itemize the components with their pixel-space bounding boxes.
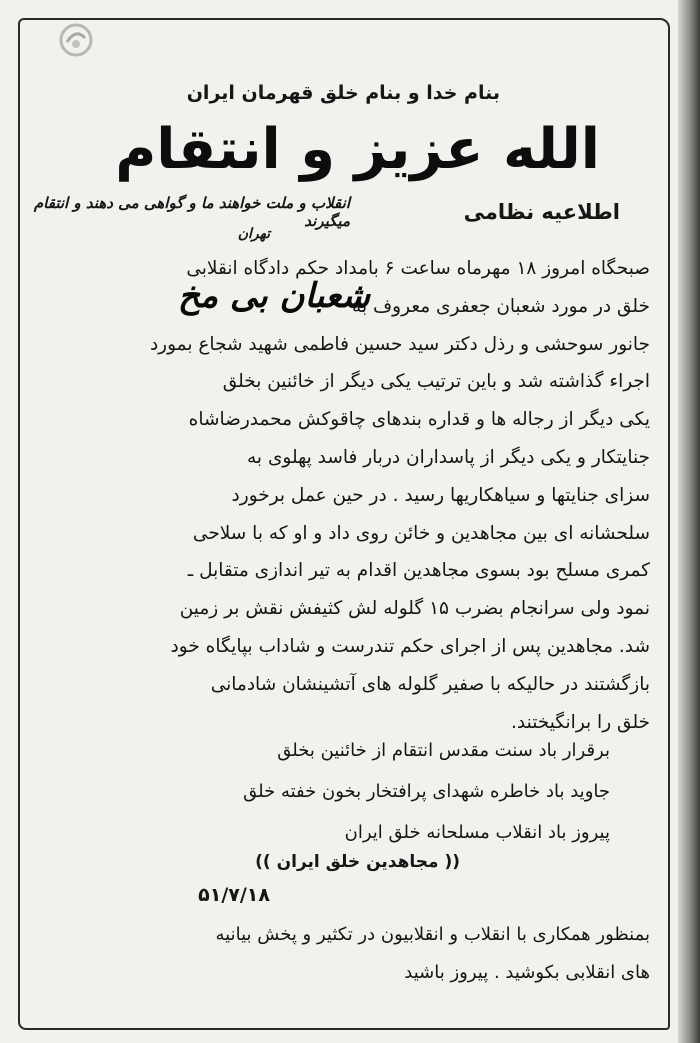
footer-line: های انقلابی بکوشید . پیروز باشید	[404, 962, 650, 983]
watermark-logo-icon	[58, 22, 94, 58]
body-line: خلق در مورد شعبان جعفری معروف به	[352, 295, 650, 317]
footer-line: بمنظور همکاری با انقلاب و انقلابیون در تکثیر و پخش بیانیه	[215, 924, 650, 945]
slogan-item: برقرار باد سنت مقدس انتقام از خائنین بخلق	[277, 740, 610, 761]
slogan-list	[50, 730, 610, 853]
body-line: جانور سوحشی و رذل دکتر سید حسین فاطمی شهید شجاع بمورد	[149, 333, 650, 355]
slogan-item: پیروز باد انقلاب مسلحانه خلق ایران	[344, 822, 610, 843]
body-line: صبحگاه امروز ۱۸ مهرماه ساعت ۶ بامداد حکم دادگاه انقلابی	[186, 258, 650, 279]
body-line: یکی دیگر از رجاله ها و قداره بندهای چاقوکش محمدرضاشاه	[188, 409, 650, 431]
body-line: اجراء گذاشته شد و باین ترتیب یکی دیگر از خائنین بخلق	[222, 371, 650, 393]
body-line: شد. مجاهدین پس از اجرای حکم تندرست و شاداب بپایگاه خود	[170, 635, 650, 657]
slogan-item: جاوید باد خاطره شهدای پرافتخار بخون خفته خلق	[243, 781, 610, 802]
footer-note	[30, 916, 650, 992]
body-line: کمری مسلح بود بسوی مجاهدین اقدام به تیر اندازی متقابل ـ	[187, 560, 650, 582]
body-text	[30, 250, 650, 741]
page-edge-shadow	[678, 0, 700, 1043]
date-stamp: ۵۱/۷/۱۸	[198, 884, 270, 906]
main-slogan: الله عزیز و انتقام	[115, 117, 600, 182]
slogan-subtitle: انقلاب و ملت خواهند ما و گواهی می دهند و انتقام میگیرند	[33, 194, 350, 230]
body-line: خلق را برانگیختند.	[511, 711, 650, 733]
leaflet-content	[30, 60, 650, 1030]
location-label: تهران	[237, 226, 270, 242]
body-line: بازگشتند در حالیکه با صفیر گلوله های آتشینشان شادمانی	[210, 673, 650, 695]
body-line: نمود ولی سرانجام بضرب ۱۵ گلوله لش کثیفش نقش بر زمین	[179, 598, 650, 620]
handwritten-name: شعبان بی مخ	[177, 276, 370, 316]
body-line: سزای جنایتها و سیاهکاریها رسید . در حین عمل برخورد	[231, 484, 650, 506]
page-title: اطلاعیه نظامی	[463, 200, 620, 224]
signature: (( مجاهدین خلق ایران ))	[255, 852, 460, 872]
body-line: سلحشانه ای بین مجاهدین و خائن روی داد و او که با سلاحی	[192, 522, 650, 544]
body-line: جنایتکار و یکی دیگر از پاسداران دربار فاسد پهلوی به	[247, 446, 650, 468]
header-line: بنام خدا و بنام خلق قهرمان ایران	[186, 82, 500, 104]
